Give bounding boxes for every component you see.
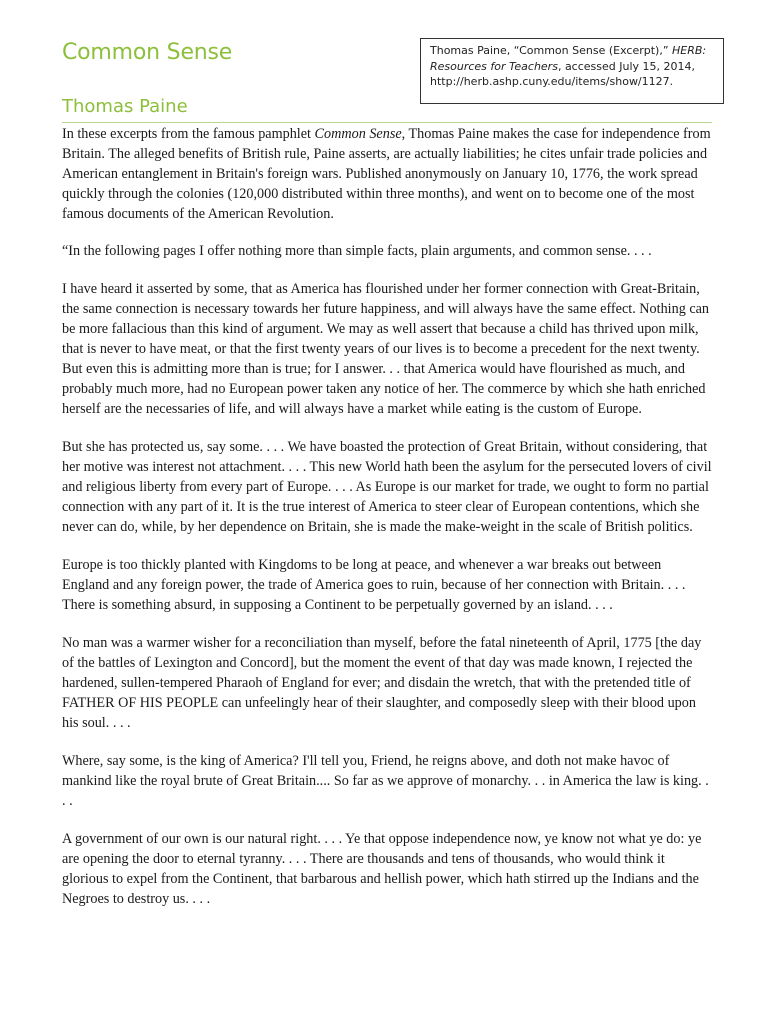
author-name: Thomas Paine — [62, 96, 188, 117]
excerpt-paragraph: Europe is too thickly planted with Kingdoms to be long at peace, and whenever a war breaks out between England and any foreign power, the trade of America goes to ruin, because of her connection with Britain. . . . There is something absurd, in supposing a Continent to be perpetually governed by an island. . . . — [62, 557, 686, 613]
excerpt-paragraph: I have heard it asserted by some, that as America has flourished under her former connection with Great-Britain, the same connection is necessary towards her future happiness, and will always have the same effect. Nothing can be more fallacious than this kind of argument. We may as well assert that because a child has thrived upon milk, that is never to have meat, or that the first twenty years of our lives is to become a precedent for the next twenty. But even this is admitting more than is true; for I answer. . . that America would have flourished as much, and probably much more, had no European power taken any notice of her. The commerce by which she hath enriched herself are the necessaries of life, and will always have a market while eating is the custom of Europe. — [62, 281, 710, 417]
pamphlet-title: Common Sense — [314, 126, 402, 142]
document-title: Common Sense — [62, 40, 233, 65]
intro-text: In these excerpts from the famous pamphlet — [62, 126, 315, 142]
excerpt-paragraph: “In the following pages I offer nothing more than simple facts, plain arguments, and common sense. . . . — [62, 243, 652, 259]
excerpt-paragraph: But she has protected us, say some. . . . We have boasted the protection of Great Britain, without considering, that her motive was interest not attachment. . . . This new World hath been the asylum for the persecuted lovers of civil and religious liberty from every part of Europe. . . . As Europe is our market for trade, we ought to form no partial connection with any part of it. It is the true interest of America to steer clear of European contentions, which she never can do, while, by her dependence on Britain, she is made the make-weight in the scale of British politics. — [62, 439, 712, 535]
citation-text: Thomas Paine, “Common Sense (Excerpt),” — [430, 44, 673, 57]
heading-divider — [62, 122, 712, 123]
document-body — [62, 124, 712, 927]
citation-access: , accessed July 15, 2014, http://herb.ashp.cuny.edu/items/show/1127. — [430, 59, 696, 88]
excerpt-paragraph: No man was a warmer wisher for a reconciliation than myself, before the fatal nineteenth of April, 1775 [the day of the battles of Lexington and Concord], but the moment the event of that day was made known, I rejected the hardened, sullen-tempered Pharaoh of England for ever; and disdain the wretch, that with the pretended title of FATHER OF HIS PEOPLE can unfeelingly hear of their slaughter, and composedly sleep with their blood upon his soul. . . . — [62, 635, 702, 731]
citation-publication: HERB: Resources for Teachers — [430, 44, 707, 73]
citation-box — [420, 38, 724, 104]
excerpt-paragraph: A government of our own is our natural right. . . . Ye that oppose independence now, ye know not what ye do: ye are opening the door to eternal tyranny. . . . There are thousands and tens of thousands, who would think it glorious to expel from the Continent, that barbarous and hellish power, which hath stirred up the Indians and the Negroes to destroy us. . . . — [62, 831, 702, 907]
excerpt-paragraph: Where, say some, is the king of America? I'll tell you, Friend, he reigns above, and doth not make havoc of mankind like the royal brute of Great Britain.... So far as we approve of monarchy. . . in America the law is king. . . . — [62, 753, 709, 809]
intro-paragraph — [62, 124, 712, 224]
intro-text-cont: , Thomas Paine makes the case for independence from Britain. The alleged benefits of British rule, Paine asserts, are actually liabilities; he cites unfair trade policies and American entanglement in Britain's foreign wars. Published anonymously on January 10, 1776, the work spread quickly through the colonies (120,000 distributed within three months), and went on to become one of the most famous documents of the American Revolution. — [62, 126, 711, 222]
